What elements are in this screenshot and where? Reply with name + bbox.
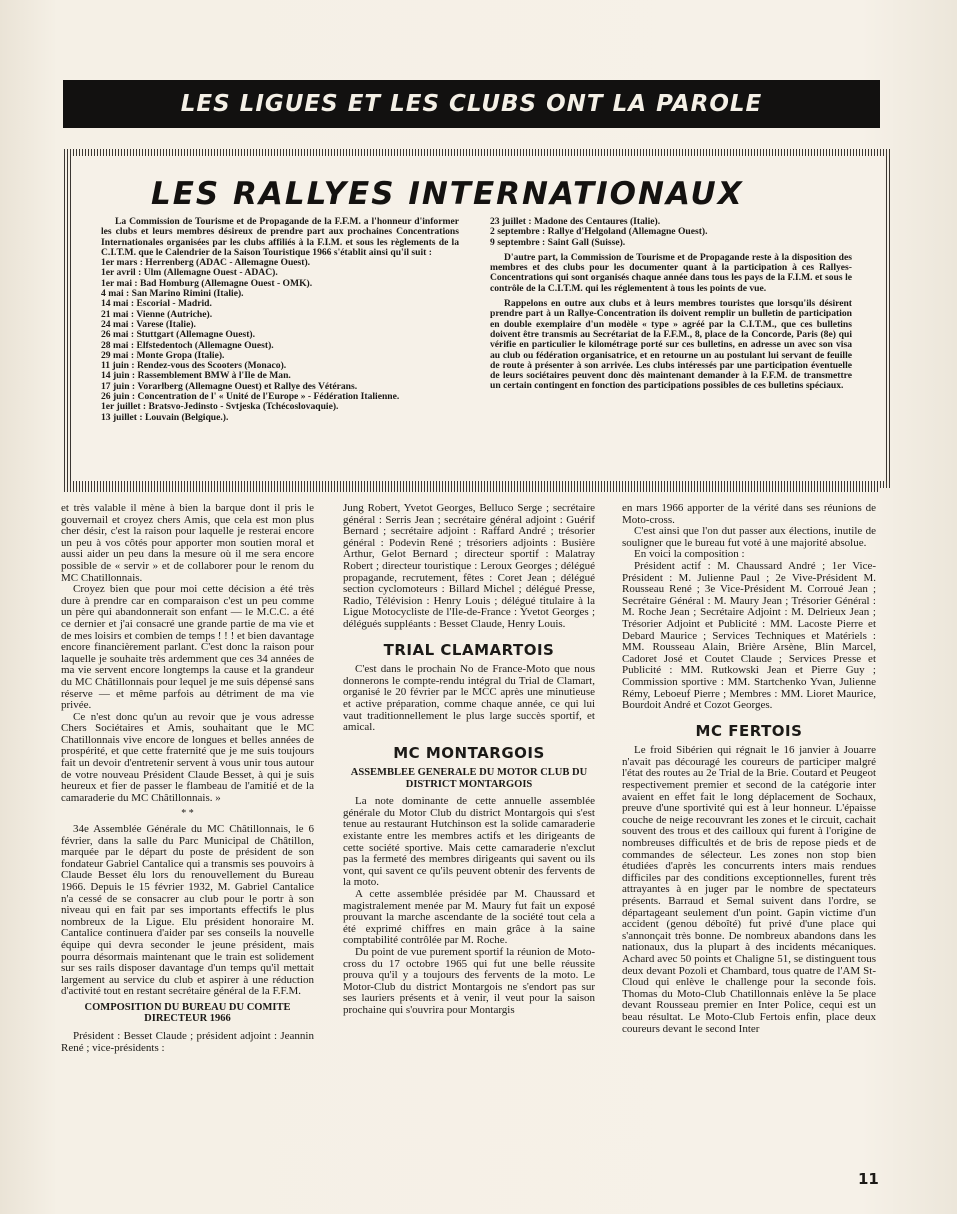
paragraph: La note dominante de cette annuelle assemblée générale du Motor Club du district Montargois qui s'est tenue au restaurant Hutchinson est la solide camaraderie existante entre les membres actifs et les dirigeants de cette société sportive. Mais cette camaraderie n'exclut pas la fermeté des membres dirigeants qui savent ou ils vont, qui savent ce qu'ils peuvent obtenir des fervents de la moto. [343, 795, 595, 889]
calendar-item: 1er avril : Ulm (Allemagne Ouest - ADAC). [101, 267, 278, 279]
subheading: ASSEMBLEE GENERALE DU MOTOR CLUB DU DISTRICT MONTARGOIS [350, 767, 588, 790]
calendar-item: 17 juin : Vorarlberg (Allemagne Ouest) et Rallye des Vétérans. [101, 380, 358, 392]
heading-mc-montargois: MC MONTARGOIS [393, 743, 545, 762]
paragraph: Président : Besset Claude ; président adjoint : Jeannin René ; vice-présidents : [61, 1029, 314, 1054]
section-divider [64, 486, 878, 492]
page-number: 11 [858, 1170, 879, 1188]
paragraph: Président actif : M. Chaussard André ; 1er Vice-Président : M. Julienne Paul ; 2e Vive-Président M. Rousseau René ; 3e Vice-Président M. Corroué Jean ; Secrétaire Général : M. Maury Jean ; Trésorier Général : M. Roche Jean ; Secrétaire Adjoint : M. Delrieux Jean ; Trésorier Adjoint et Publicité : MM. Lacoste Pierre et Debard Maurice ; Services Techniques et Matériels : MM. Rousseau Alain, Brière Arsène, Blin Marcel, Cadoret José et Coutet Claude ; Services Presse et Publicité : MM. Rutkowski Jean et Pierre Guy ; Commission sportive : MM. Startchenko Yvan, Julienne Rémy, Leboeuf Pierre ; Membres : MM. Lioret Maurice, Bourdoit André et Cozot Georges. [622, 559, 876, 712]
rallyes-title: LES RALLYES INTERNATIONAUX [151, 176, 744, 212]
calendar-item: 2 septembre : Rallye d'Helgoland (Allemagne Ouest). [490, 226, 708, 238]
paragraph: C'est dans le prochain No de France-Moto que nous donnerons le compte-rendu intégral du Trial de Clamart, organisé le 20 février par le MCC après une minutieuse et active préparation, comme chaque année, ce qui lui vaut traditionnellement le plus large succès sportif, et amical. [343, 663, 595, 734]
calendar-item: 14 juin : Rassemblement BMW à l'Ile de Man. [101, 370, 291, 382]
paragraph: C'est ainsi que l'on dut passer aux élections, inutile de souligner que le bureau fut voté à une majorité absolue. [622, 525, 876, 549]
subheading: COMPOSITION DU BUREAU DU COMITE DIRECTEUR 1966 [84, 1001, 291, 1025]
calendar-item: 28 mai : Elfstedentoch (Allemagne Ouest). [101, 339, 274, 351]
heading-trial-clamartois: TRIAL CLAMARTOIS [383, 640, 555, 659]
calendar-item: 13 juillet : Louvain (Belgique.). [101, 411, 229, 423]
calendar-item: 1er mars : Herrenberg (ADAC - Allemagne Ouest). [101, 257, 311, 269]
calendar-item: 23 juillet : Madone des Centaures (Italie). [490, 216, 661, 227]
rallyes-left-column [101, 217, 459, 423]
calendar-item: 24 mai : Varese (Italie). [101, 318, 196, 330]
calendar-item: 14 mai : Escorial - Madrid. [101, 298, 212, 310]
calendar-item: 9 septembre : Saint Gall (Suisse). [490, 236, 626, 248]
paragraph: En voici la composition : [634, 548, 745, 561]
calendar-item: 29 mai : Monte Gropa (Italie). [101, 349, 225, 361]
column-2 [343, 503, 595, 1017]
paragraph: Ce n'est donc qu'un au revoir que je vous adresse Chers Sociétaires et Amis, souhaitant que le MC Chatillonnais vive encore de longues et belles années de prospérité, et que cette fraternité que je me suis toujours fait un devoir d'entretenir servent à vous unir tous autour de votre nouveau Président Claude Besset, à qui je suis heureux et fier de passer le flambeau de l'amitié et de la camaraderie du MC Châtillonnais. » [61, 710, 314, 804]
calendar-item: 1er juillet : Bratsvo-Jedinsto - Svtjeska (Tchécoslovaquie). [101, 401, 339, 413]
calendar-item: 26 juin : Concentration de l' « Unité de l'Europe » - Fédération Italienne. [101, 391, 400, 403]
rallyes-right-column [490, 217, 852, 392]
rallyes-box [64, 149, 892, 488]
column-1 [61, 503, 314, 1054]
calendar-item: 1er mai : Bad Homburg (Allemagne Ouest - OMK). [101, 277, 313, 289]
paragraph: A cette assemblée présidée par M. Chaussard et magistralement menée par M. Maury fut fait un exposé prouvant la marche ascendante de la société tout cela a été exprimé chiffres en main grâce à la saine comptabilité contrôlée par M. Roche. [343, 888, 595, 947]
banner-title: LES LIGUES ET LES CLUBS ONT LA PAROLE [180, 91, 763, 117]
calendar-item: 11 juin : Rendez-vous des Scooters (Monaco). [101, 360, 287, 372]
column-3 [622, 503, 876, 1035]
paragraph: 34e Assemblée Générale du MC Châtillonnais, le 6 février, dans la salle du Parc Municipal de Châtillon, marquée par le départ du poste de président de son fondateur Gabriel Cantalice qui a transmis ses pouvoirs à Claude Besset élu lors du renouvellement du Bureau 1966. Depuis le 15 février 1932, M. Gabriel Cantalice n'a cessé de se consacrer au club pour le portr à son niveau qui en fait par ses importants effectifs le plus nombreux de la Ligue. Elu président honoraire M. Cantalice continuera d'aider par ses conseils la nouvelle équipe qui devra seconder le jeune président, mais pourra désormais maintenant que le train est solidement sur ses rails disposer davantage d'un temps qu'il mettait largement au service du club et aspirer à une réduction d'activité tout en restant secrétaire général de la F.F.M. [61, 823, 314, 998]
paragraph: Croyez bien que pour moi cette décision a été très dure à prendre car en comparaison c'est un peu comme un père qui abandonnerait son enfant — le M.C.C. a été ce dernier et j'ai consacré une grande partie de ma vie et de mes loisirs et combien de temps ! ! ! et bien davantage encore financièrement parlant. C'est donc la raison pour laquelle je souhaite très ardemment que ces 34 années de ma vie servent encore longtemps la cause et la grandeur du MC Châtillonnais pour lequel je me suis dépensé sans réserve — et même parfois au détriment de ma vie privée. [61, 583, 314, 712]
heading-mc-fertois: MC FERTOIS [695, 721, 803, 740]
calendar-item: 4 mai : San Marino Rimini (Italie). [101, 288, 244, 300]
separator-stars: * * [181, 808, 194, 820]
calendar-item: 21 mai : Vienne (Autriche). [101, 308, 213, 320]
paragraph: Jung Robert, Yvetot Georges, Belluco Serge ; secrétaire général : Serris Jean ; secrétaire général adjoint : Guérif Bernard ; secrétaire adjoint : Raffard André ; trésorier général : Podevin René ; trésoriers adjoints : Busière Arthur, Gelot Bernard ; directeur sportif : Malatray Robert ; directeur touristique : Leroux Georges ; délégué propagande, recrutement, fêtes : Coret Jean ; délégué section cyclomoteurs : Billard Michel ; délégué Presse, Radio, Télévision : Henry Louis ; délégué titulaire à la Ligue Motocycliste de l'Ile-de-France : Yvetot Georges ; délégués suppléants : Besset Claude, Henry Louis. [343, 502, 595, 630]
rallyes-intro: La Commission de Tourisme et de Propagande de la F.F.M. a l'honneur d'informer les clubs et leurs membres désireux de prendre part aux prochaines Concentrations Internationales organisées par les clubs affiliés à la F.I.M. et sous les règlements de la C.I.T.M. que le Calendrier de la Saison Touristique 1966 s'établit ainsi qu'il suit : [101, 216, 459, 258]
section-banner [63, 80, 880, 128]
paragraph: Du point de vue purement sportif la réunion de Moto-cross du 17 octobre 1965 qui fut une belle réussite prouva qu'il y a toujours des fervents de la moto. Le Motor-Club du district Montargois ne s'endort pas sur ses lauriers présents et à venir, il veut pour la saison prochaine qui s'ouvrira pour Montargis [343, 946, 595, 1016]
rallyes-paragraph: Rappelons en outre aux clubs et à leurs membres touristes que lorsqu'ils désirent prendre part à un Rallye-Concentration ils doivent remplir un bulletin de participation en double exemplaire d'un modèle « type » agréé par la C.I.T.M., que ces bulletins doivent être transmis au Secrétariat de la F.F.M., 8, place de la Concorde, Paris (8e) qui vérifie en particulier le kilométrage porté sur ces bulletins, en adresse un avec son visa au club ou fédération organisatrice, et en retourne un au postulant lui servant de feuille de route à présenter à son arrivée. Les clubs intéressés par une participation éventuelle de leurs sociétaires peuvent donc dès maintenant demander à la F.F.M. de transmettre un certain contingent en fonction des participations possibles de ces bulletins spéciaux. [490, 298, 852, 392]
paragraph: Le froid Sibérien qui régnait le 16 janvier à Jouarre n'avait pas découragé les coureurs de participer malgré l'état des routes au 2e Trial de la Brie. Coutard et Peugeot respectivement premier et second de la catégorie inter avaient en effet fait le long déplacement de Sochaux, preuve d'une sportivité qui est à leur honneur. L'épaisse couche de neige recouvrant les zones et le circuit, cachait souvent des trous et des cailloux qui furent à l'origine de nombreuses difficultés et de bris de repose pieds et de commandes de sélecteur. Les zones non stop bien étudiées d'après les concurrents inters mais rendues difficiles par des conditions exceptionnelles, furent très attrayantes à en juger par le nombre de spectateurs présents. Barraud et Semal suivent dans l'ordre, se départageant seulement d'un point. Gapin victime d'un accident (genou déboîté) fut privé d'une place qui s'annonçait très bonne. De nombreux abandons dans les nationaux, dus la plupart à des incidents mécaniques. Achard avec 50 points et Chaligne 51, se distinguent tous deux devant Pozoli et Chambard, tous quatre de l'AM St-Cloud qui enlève le challenge pour la seconde fois. Thomas du Moto-Club Chatillonnais enlève la 5e place devant Rousseau premier en Inter Police, cequi est un beau résultat. Le Moto-Club Fertois enfin, place deux coureurs devant le second Inter [622, 744, 876, 1035]
paragraph: et très valable il mène à bien la barque dont il pris le gouvernail et croyez chers Amis, que cela est mon plus cher désir, c'est la raison pour laquelle je resterai encore un peu à vos côtés pour apporter mon soutien moral et aussi aider un peu dans la mesure où il me sera encore possible de « servir » et de collaborer pour le renom du MC Chatillonnais. [61, 502, 314, 584]
paragraph: en mars 1966 apporter de la vérité dans ses réunions de Moto-cross. [622, 502, 876, 526]
rallyes-paragraph: D'autre part, la Commission de Tourisme et de Propagande reste à la disposition des membres et des clubs pour les documenter quant à la participation à ces Rallyes-Concentrations qui sont organisés chaque année dans tous les pays de la F.I.M. et sous le contrôle de la C.I.T.M. qui les réglementent à tous les points de vue. [490, 251, 852, 294]
calendar-item: 26 mai : Stuttgart (Allemagne Ouest). [101, 329, 256, 341]
